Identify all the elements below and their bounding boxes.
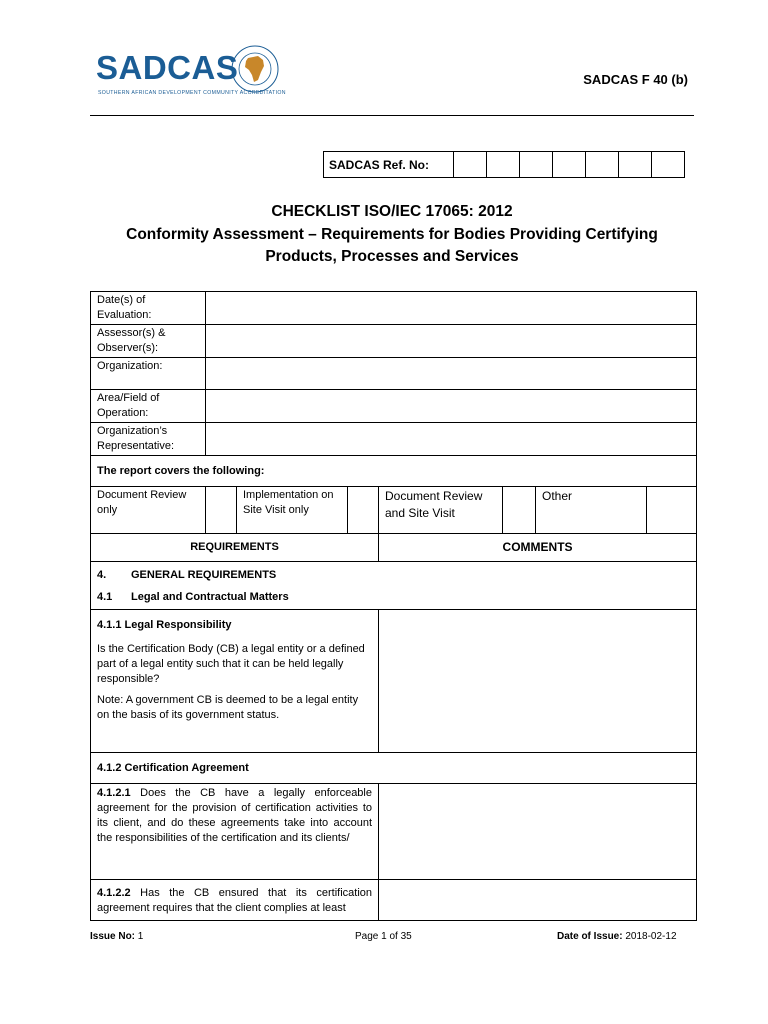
requirement-411-heading: 4.1.1 Legal Responsibility [97, 619, 232, 631]
option-doc-and-site-label: Document Review and Site Visit [379, 487, 503, 534]
requirement-411-note: Note: A government CB is deemed to be a legal entity on the basis of its government status. [97, 694, 359, 721]
header-divider [90, 115, 694, 116]
footer-issue [90, 931, 143, 942]
ref-box[interactable] [553, 152, 586, 178]
africa-seal-icon [230, 44, 280, 94]
section-4-heading [91, 562, 697, 610]
footer-page: Page 1 of 35 [355, 931, 412, 942]
footer-date-value: 2018-02-12 [622, 931, 677, 942]
representative-label: Organization’s Representative: [91, 423, 206, 456]
comment-411-field[interactable] [379, 610, 697, 753]
footer-issue-value: 1 [135, 931, 144, 942]
doc-subtitle-line1: Conformity Assessment – Requirements for Bodies Providing Certifying [126, 226, 658, 243]
ref-box[interactable] [520, 152, 553, 178]
doc-subtitle-line2: Products, Processes and Services [265, 248, 519, 265]
logo-subtitle: SOUTHERN AFRICAN DEVELOPMENT COMMUNITY ACCREDITATION [98, 90, 286, 96]
checklist-table [90, 291, 697, 921]
requirement-411-question: Is the Certification Body (CB) a legal entity or a defined part of a legal entity such that it can be held legally responsible? [97, 643, 365, 685]
section-4-title: GENERAL REQUIREMENTS [131, 568, 277, 581]
ref-number-table [323, 151, 685, 178]
section-4-number: 4. [97, 568, 107, 581]
footer-issue-label: Issue No: [90, 931, 136, 942]
option-doc-review-checkbox[interactable] [206, 487, 237, 534]
requirement-4121 [91, 784, 379, 880]
dates-label: Date(s) of Evaluation: [91, 292, 206, 325]
assessors-label: Assessor(s) & Observer(s): [91, 325, 206, 358]
option-doc-review-label: Document Review only [91, 487, 206, 534]
requirements-header: REQUIREMENTS [91, 534, 379, 562]
ref-box[interactable] [586, 152, 619, 178]
ref-box[interactable] [487, 152, 520, 178]
form-id: SADCAS F 40 (b) [583, 72, 688, 87]
option-doc-and-site-checkbox[interactable] [503, 487, 536, 534]
organization-field[interactable] [206, 358, 697, 390]
organization-label: Organization: [91, 358, 206, 390]
footer-date [557, 931, 677, 942]
representative-field[interactable] [206, 423, 697, 456]
area-field[interactable] [206, 390, 697, 423]
requirement-4122 [91, 880, 379, 921]
section-41-number: 4.1 [97, 590, 113, 603]
requirement-412-heading: 4.1.2 Certification Agreement [91, 753, 697, 784]
doc-title: CHECKLIST ISO/IEC 17065: 2012 [271, 203, 513, 220]
logo-text: SADCAS [96, 49, 239, 86]
comment-4121-field[interactable] [379, 784, 697, 880]
option-implementation-label: Implementation on Site Visit only [237, 487, 348, 534]
footer-date-label: Date of Issue: [557, 931, 623, 942]
sadcas-logo [96, 44, 286, 102]
requirement-411 [91, 610, 379, 753]
requirement-4122-text: Has the CB ensured that its certification agreement requires that the client complies at least [97, 887, 372, 914]
option-implementation-checkbox[interactable] [348, 487, 379, 534]
requirement-4122-number: 4.1.2.2 [97, 887, 131, 899]
requirement-4121-number: 4.1.2.1 [97, 787, 131, 799]
option-other-checkbox[interactable] [647, 487, 697, 534]
section-41-title: Legal and Contractual Matters [131, 590, 289, 603]
requirement-4121-text: Does the CB have a legally enforceable agreement for the provision of certification activities to its client, and do these agreements take into account the responsibilities of the certification and its clients/ [97, 787, 372, 844]
ref-box[interactable] [619, 152, 652, 178]
ref-box[interactable] [652, 152, 685, 178]
report-covers-label: The report covers the following: [91, 456, 697, 487]
option-other-label: Other [536, 487, 647, 534]
ref-box[interactable] [454, 152, 487, 178]
dates-field[interactable] [206, 292, 697, 325]
comment-4122-field[interactable] [379, 880, 697, 921]
ref-label: SADCAS Ref. No: [324, 152, 454, 178]
assessors-field[interactable] [206, 325, 697, 358]
area-label: Area/Field of Operation: [91, 390, 206, 423]
comments-header: COMMENTS [379, 534, 697, 562]
